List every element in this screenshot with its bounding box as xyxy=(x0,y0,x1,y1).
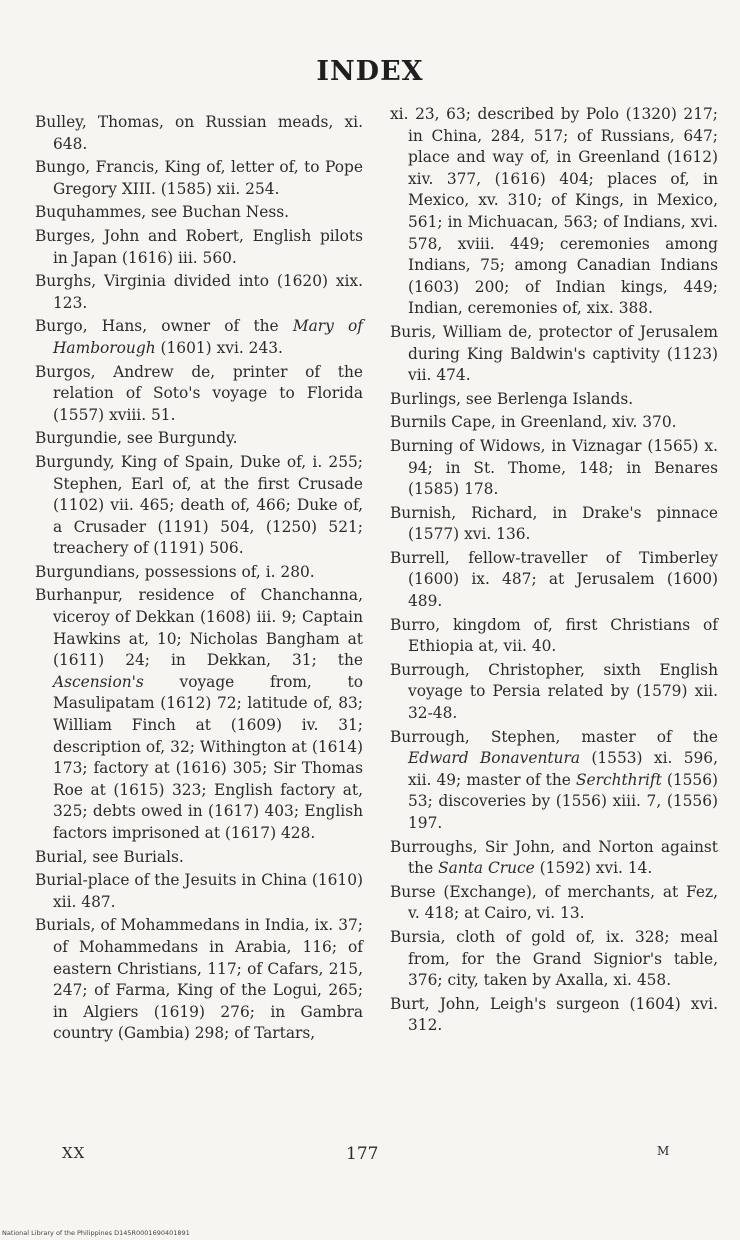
index-entry: Burlings, see Berlenga Islands. xyxy=(390,389,634,408)
page-title: INDEX xyxy=(316,56,424,87)
index-entry: Buris, William de, protector of Jerusalem during King Baldwin's captivity (1123) vii. 474. xyxy=(390,322,718,385)
left-column xyxy=(35,112,363,1047)
index-entry: Burgundie, see Burgundy. xyxy=(35,429,238,448)
index-entry: Burial, see Burials. xyxy=(35,847,184,866)
index-entry: Burgundy, King of Spain, Duke of, i. 255; Stephen, Earl of, at the first Crusade (1102) vii. 465; death of, 466; Duke of, a Crusader (1191) 504, (1250) 521; treachery of (1191) 506. xyxy=(35,452,363,558)
right-column xyxy=(390,104,718,1039)
index-entry: Burro, kingdom of, first Christians of Ethiopia at, vii. 40. xyxy=(390,615,718,656)
index-entry: Burt, John, Leigh's surgeon (1604) xvi. 312. xyxy=(390,994,718,1035)
index-entry: Burrell, fellow-traveller of Timberley (1600) ix. 487; at Jerusalem (1600) 489. xyxy=(390,548,718,611)
index-entry: Burrough, Christopher, sixth English voyage to Persia related by (1579) xii. 32-48. xyxy=(390,660,718,723)
index-entry: Burnils Cape, in Greenland, xiv. 370. xyxy=(390,413,677,432)
index-entry: Burning of Widows, in Viznagar (1565) x. 94; in St. Thome, 148; in Benares (1585) 178. xyxy=(390,436,718,499)
index-entry: Bungo, Francis, King of, letter of, to Pope Gregory XIII. (1585) xii. 254. xyxy=(35,158,363,198)
index-entry: Burges, John and Robert, English pilots in Japan (1616) iii. 560. xyxy=(35,226,363,267)
index-entry: Burrough, Stephen, master of the Edward Bonaventura (1553) xi. 596, xii. 49; master of the Serchthrift (1556) 53; discoveries by (1556) xiii. 7, (1556) 197. xyxy=(390,727,718,832)
index-entry: Burgundians, possessions of, i. 280. xyxy=(35,562,315,581)
index-entry: xi. 23, 63; described by Polo (1320) 217; in China, 284, 517; of Russians, 647; place and way of, in Greenland (1612) xiv. 377, (1616) 404; places of, in Mexico, xv. 310; of Kings, in Mexico, 561; in Michuacan, 563; of Indians, xvi. 578, xviii. 449; ceremonies among Indians, 75; among Canadian Indians (1603) 200; of Indian kings, 449; Indian, ceremonies of, xix. 388. xyxy=(390,105,718,318)
index-entry: Burgo, Hans, owner of the Mary of Hamborough (1601) xvi. 243. xyxy=(35,317,364,357)
footer-mark: M xyxy=(657,1144,670,1158)
index-entry: Burnish, Richard, in Drake's pinnace (1577) xvi. 136. xyxy=(390,503,718,544)
index-entry: Buquhammes, see Buchan Ness. xyxy=(35,203,290,222)
index-entry: Burgos, Andrew de, printer of the relation of Soto's voyage to Florida (1557) xviii. 51. xyxy=(35,362,363,424)
index-entry: Burials, of Mohammedans in India, ix. 37; of Mohammedans in Arabia, 116; of eastern Christians, 117; of Cafars, 215, 247; of Farma, King of the Logui, 265; in Algiers (1619) 276; in Gambra country (Gambia) 298; of Tartars, xyxy=(35,916,363,1043)
index-entry: Bulley, Thomas, on Russian meads, xi. 648. xyxy=(35,113,363,153)
index-entry: Burial-place of the Jesuits in China (1610) xii. 487. xyxy=(35,871,363,911)
index-entry: Burroughs, Sir John, and Norton against the Santa Cruce (1592) xvi. 14. xyxy=(390,837,718,878)
index-entry: Burhanpur, residence of Chanchanna, viceroy of Dekkan (1608) iii. 9; Captain Hawkins at, 10; Nicholas Bangham at (1611) 24; in Dekkan, 31; the Ascension's voyage from, to Masulipatam (1612) 72; latitude of, 83; William Finch at (1609) iv. 31; description of, 32; Withington at (1614) 173; factory at (1616) 305; Sir Thomas Roe at (1615) 323; English factory at, 325; debts owed in (1617) 403; English factors imprisoned at (1617) 428. xyxy=(35,586,363,842)
index-entry: Burse (Exchange), of merchants, at Fez, v. 418; at Cairo, vi. 13. xyxy=(390,882,718,923)
index-entry: Bursia, cloth of gold of, ix. 328; meal from, for the Grand Signior's table, 376; city, taken by Axalla, xi. 458. xyxy=(390,927,718,990)
page-number: 177 xyxy=(346,1144,379,1164)
index-entry: Burghs, Virginia divided into (1620) xix. 123. xyxy=(35,272,363,312)
library-stamp: National Library of the Philippines D145R0001690401891 xyxy=(2,1229,190,1237)
signature-mark: XX xyxy=(62,1144,86,1162)
